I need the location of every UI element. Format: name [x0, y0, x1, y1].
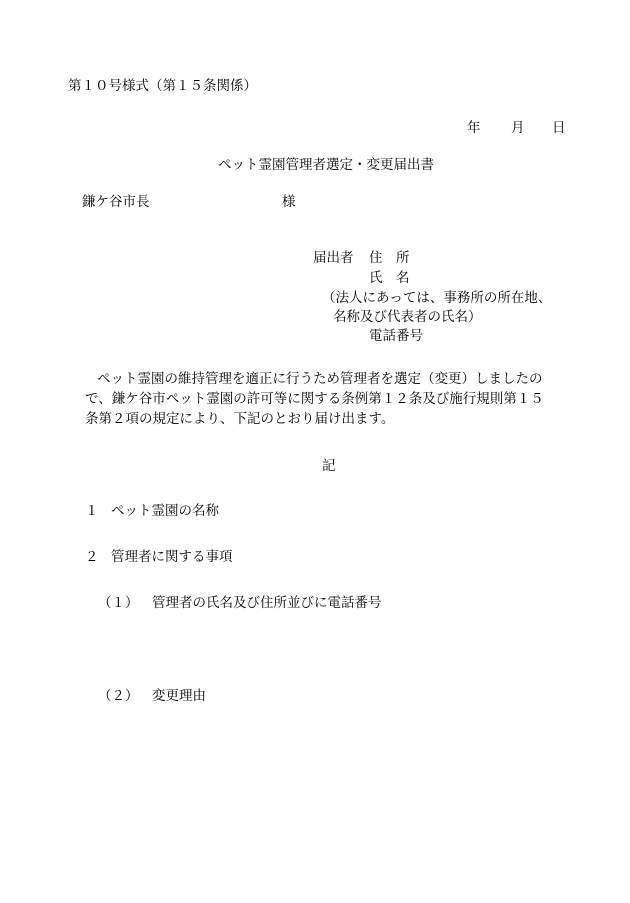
sub-item-1-label: 管理者の氏名及び住所並びに電話番号	[152, 595, 382, 611]
applicant-address-label: 住 所	[369, 250, 410, 266]
body-line-2: で、鎌ケ谷市ペット霊園の許可等に関する条例第１２条及び施行規則第１５	[85, 391, 544, 407]
item-2-number: ２	[85, 549, 99, 565]
date-month-label: 月	[511, 120, 525, 136]
applicant-name-label: 氏 名	[369, 270, 410, 286]
sub-item-1-number: （１）	[98, 595, 139, 611]
applicant-role-label: 届出者	[313, 250, 354, 266]
document-title: ペット霊園管理者選定・変更届出書	[218, 157, 434, 173]
body-line-3: 条第２項の規定により、下記のとおり届け出ます。	[85, 411, 395, 427]
applicant-phone-label: 電話番号	[369, 328, 423, 344]
item-2-label: 管理者に関する事項	[111, 549, 233, 565]
ki-heading: 記	[322, 458, 336, 474]
applicant-corp-note-line1: （法人にあっては、事務所の所在地、	[322, 290, 552, 306]
item-1-number: １	[85, 503, 99, 519]
item-1-label: ペット霊園の名称	[111, 503, 219, 519]
sub-item-2-label: 変更理由	[152, 688, 206, 704]
applicant-corp-note-line2: 名称及び代表者の氏名）	[333, 309, 482, 325]
body-line-1: ペット霊園の維持管理を適正に行うため管理者を選定（変更）しましたの	[97, 371, 543, 387]
addressee-honorific: 様	[282, 194, 296, 210]
sub-item-2-number: （２）	[98, 688, 139, 704]
form-number: 第１０号様式（第１５条関係）	[68, 78, 257, 94]
addressee-name: 鎌ケ谷市長	[82, 194, 150, 210]
date-year-label: 年	[467, 120, 481, 136]
date-day-label: 日	[552, 120, 566, 136]
